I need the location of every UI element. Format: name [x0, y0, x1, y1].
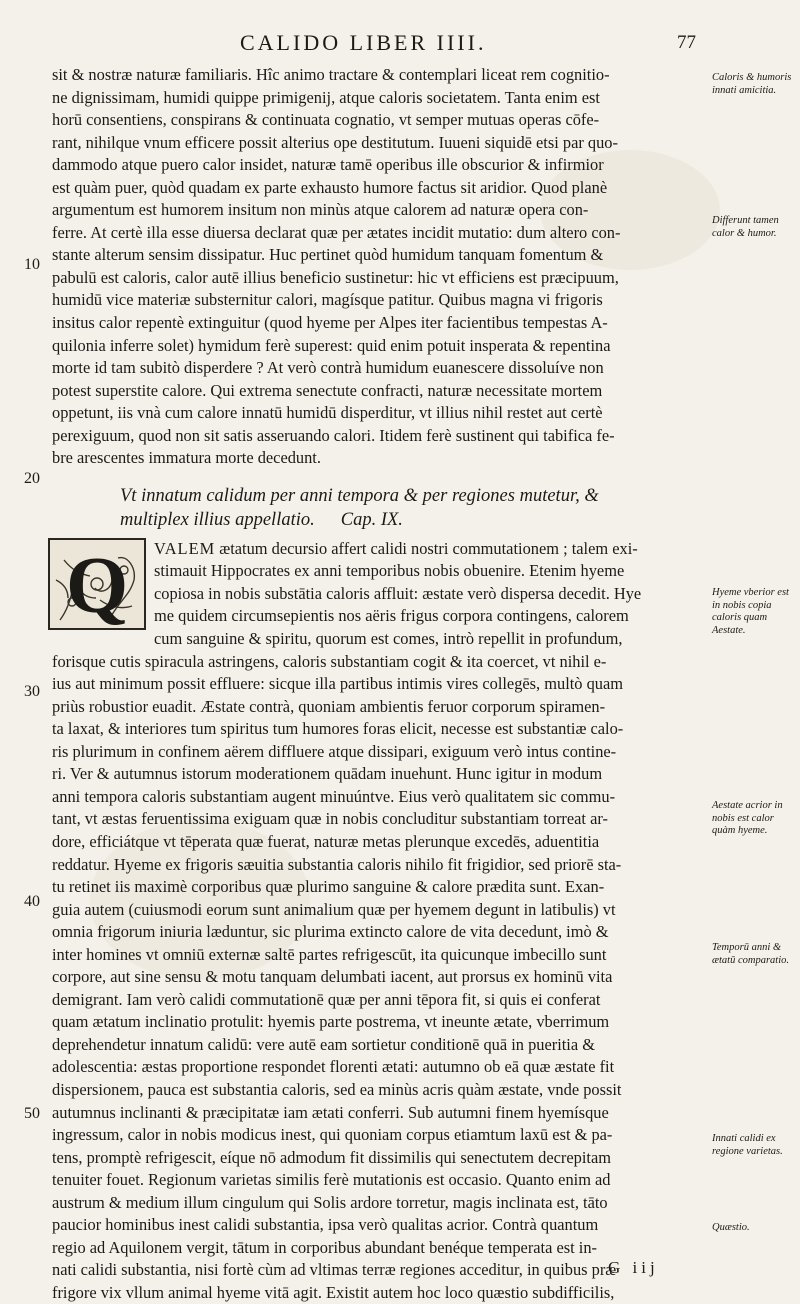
margin-note-6: Innati calidi ex regione varietas.: [712, 1133, 783, 1157]
text-line: deprehendetur innatum calidū: vere autē eam sortietur conditionē quā in pueritia &: [52, 1034, 595, 1054]
text-line: ris plurimum in confinem aërem diffluere atque dissipari, exiguum verò intus contine-: [52, 741, 617, 761]
text-line: morte id tam subitò disperdere ? At verò contrà humidum euanescere dissoluíve non: [52, 358, 604, 378]
text-line: ius aut minimum possit effluere: sicque illa partibus intimis vires collegēs, multò quam: [52, 674, 624, 694]
opening-word: VALEM: [154, 538, 216, 558]
text-line: ri. Ver & autumnus istorum moderationem quādam inuehunt. Hunc igitur in modum: [52, 764, 603, 784]
text-line: tenuiter fouet. Regionum varietas similis ferè mutationis est occasio. Quanto enim ad: [52, 1170, 611, 1190]
text-line: perexiguum, quod non sit satis asseruando calori. Itidem ferè sustinent qui tabifica fe-: [52, 425, 615, 445]
text-line: humidū vice materiæ substernitur calori, magísque patitur. Quibus magna vi frigoris: [52, 290, 603, 310]
margin-note-5: Temporū anni & ætatū comparatio.: [712, 942, 790, 966]
text-line: frigore vix vllum animal hyeme vitā agit. Existit autem hoc loco quæstio subdifficilis,: [52, 1282, 615, 1302]
page-number: 77: [677, 32, 696, 53]
text-line: insitus calor repentè extinguitur (quod hyeme per Alpes iter facientibus tempestas A-: [52, 313, 608, 333]
text-line: bre arescentes immatura morte decedunt.: [52, 448, 321, 468]
text-line: tens, promptè refrigescit, eíque nō admodum fit dissimilis qui senectutem decrepitam: [52, 1147, 611, 1167]
line-number-30: 30: [24, 683, 40, 700]
text-line: tu retinet iis maximè corporibus quæ plurimo sanguine & calore prædita sunt. Exan-: [52, 877, 605, 897]
running-head: [0, 30, 800, 62]
text-line: pabulū est caloris, calor autē illius beneficio sustinetur: hic vt efficiens est præcipuum,: [52, 267, 619, 287]
text-line: austrum & medium illum cingulum qui Solis ardore torretur, magis inclinata est, tāto: [52, 1192, 608, 1212]
text-line: sit & nostræ naturæ familiaris. Hîc animo tractare & contemplari liceat rem cognitio-: [52, 65, 610, 84]
text-line: demigrant. Iam verò calidi commutationē quæ per anni tēpora fit, si quis ei conferat: [52, 989, 601, 1009]
text-line: me quidem circumsepientis nos aëris frigus corpora contingens, calorem: [154, 606, 629, 626]
margin-note-4: Aestate acrior in nobis est calor quàm hyeme.: [712, 800, 783, 836]
text-line: copiosa in nobis substātia caloris affluit: æstate verò dispersa decedit. Hye: [154, 583, 642, 603]
signature-mark: G iij: [608, 1258, 659, 1277]
text-line-rest: ætatum decursio affert calidi nostri commutationem ; talem exi-: [215, 538, 638, 558]
text-line: stimauit Hippocrates ex anni temporibus nobis obuenire. Etenim hyeme: [154, 561, 625, 581]
drop-initial-letter: Q: [66, 541, 129, 630]
text-line: nati calidi substantia, nisi fortè cùm ad vltimas terræ regiones acceditur, in quibus præ: [52, 1260, 617, 1280]
margin-note-2: Differunt tamen calor & humor.: [712, 215, 779, 239]
running-head-title: CALIDO LIBER IIII.: [240, 30, 487, 55]
line-number-20: 20: [24, 470, 40, 487]
chapter-heading-line-1: Vt innatum calidum per anni tempora & per regiones mutetur, &: [120, 485, 599, 506]
text-line: inter homines vt omniū externæ saltē partes refrigescūt, ita quicunque imbecillo sunt: [52, 944, 607, 964]
text-line: cum sanguine & spiritu, quorum est comes, intrò repellit in profundum,: [154, 629, 623, 649]
text-line: argumentum est humorem insitum non minùs atque calorem ad naturæ opera con-: [52, 200, 589, 220]
text-line: anni tempora caloris substantiam augent minuúntve. Eius verò qualitatem sic commu-: [52, 786, 616, 806]
text-line: quam ætatum inclinatio protulit: hyemis parte postrema, vt ineunte ætate, vberrimum: [52, 1012, 610, 1032]
text-line: dammodo atque puero calor insidet, naturæ tamē operibus ille obscurior & infirmior: [52, 155, 604, 175]
text-line: forisque cutis spiracula astringens, caloris substantiam cogit & ita coercet, vt nihil e-: [52, 651, 607, 671]
text-line: tant, vt æstas feruentissima exiguam quæ in nobis concluditur substantiam torreat ar-: [52, 809, 608, 829]
text-line: autumnus inclinanti & præcipitatæ iam ætati conferri. Sub autumni finem hyemísque: [52, 1102, 609, 1122]
text-line: paucior hominibus inest calidi substantia, ipsa verò qualitas acrior. Contrà quantum: [52, 1215, 599, 1235]
text-line: priùs robustior euadit. Æstate contrà, quoniam ambientis feruor corporum spiramen-: [52, 696, 606, 716]
text-line: adolescentia: æstas proportione respondet florenti ætati: autumno ob eā quæ æstate fit: [52, 1057, 615, 1077]
text-line: quilonia inferre solet) hymidum ferè superest: quid enim potuit insperata & repentina: [52, 335, 611, 355]
text-line: ingressum, calor in nobis modicus inest, qui quoniam corpus etiamtum laxū est & pa-: [52, 1125, 613, 1145]
text-line: [52, 538, 707, 561]
text-line: potest superstite calore. Qui extrema senectute confracti, naturæ necessitate mortem: [52, 380, 603, 400]
chapter-heading-line-2: multiplex illius appellatio.: [120, 509, 315, 530]
margin-note-3: Hyeme vberior est in nobis copia caloris quam Aestate.: [712, 587, 789, 636]
text-line: rant, nihilque vnum efficere possit alterius ope destitutum. Iuueni siquidē etsi par quo-: [52, 132, 618, 152]
text-line: horū consentiens, conspirans & continuata cognatio, vt semper mutuas operas cōfe-: [52, 110, 600, 130]
chapter-heading: [120, 484, 707, 532]
text-line: ne dignissimam, humidi quippe primigenij, atque caloris societatem. Tanta enim est: [52, 87, 600, 107]
body-text: [52, 64, 707, 1304]
margin-note-7: Quæstio.: [712, 1222, 750, 1233]
text-line: dispersionem, pauca est substantia caloris, sed ea minùs acris quàm æstate, vnde possit: [52, 1079, 622, 1099]
line-number-40: 40: [24, 893, 40, 910]
margin-note-1: Caloris & humoris innati amicitia.: [712, 72, 792, 96]
line-number-50: 50: [24, 1105, 40, 1122]
text-line: ta laxat, & interiores tum spiritus tum humores foras elicit, necesse est substantiæ calo-: [52, 719, 624, 739]
text-line: regio ad Aquilonem vergit, tātum in corporibus abundant benéque temperata est in-: [52, 1237, 597, 1257]
line-number-10: 10: [24, 256, 40, 273]
paragraph-1: [52, 64, 707, 470]
text-line: stante alterum sensim dissipatur. Huc pertinet quòd humidum tanquam fomentum &: [52, 245, 604, 265]
text-line: est quàm puer, quòd quadam ex parte exhausto humore factus sit aridior. Quod planè: [52, 177, 608, 197]
text-line: ferre. At certè illa esse diuersa declarat quæ per ætates incidit mutatio: dum altero con-: [52, 222, 621, 242]
paragraph-2: [52, 538, 707, 1304]
text-line: guia autem (cuiusmodi eorum sunt animalium quæ per hyemem degunt in latibulis) vt: [52, 899, 616, 919]
text-line: oppetunt, iis vnà cum calore innatū humidū disperditur, vt illius nihil restet aut certè: [52, 403, 603, 423]
decorated-initial: [48, 538, 146, 630]
text-line: omnia frigorum iniuria læduntur, sic plurima extincto calore de vita decedunt, imò &: [52, 922, 609, 942]
text-line: corpore, aut sine sensu & motu tanquam delumbati iacent, aut prorsus ex hominū vita: [52, 967, 613, 987]
chapter-number: Cap. IX.: [340, 509, 403, 530]
text-line: reddatur. Hyeme ex frigoris sæuitia substantia caloris nihilo fit frigidior, sed priorē sta-: [52, 854, 622, 874]
text-line: dore, efficiátque vt tēperata quæ fuerat, naturæ metas plerunque excedēs, aduentitia: [52, 831, 600, 851]
